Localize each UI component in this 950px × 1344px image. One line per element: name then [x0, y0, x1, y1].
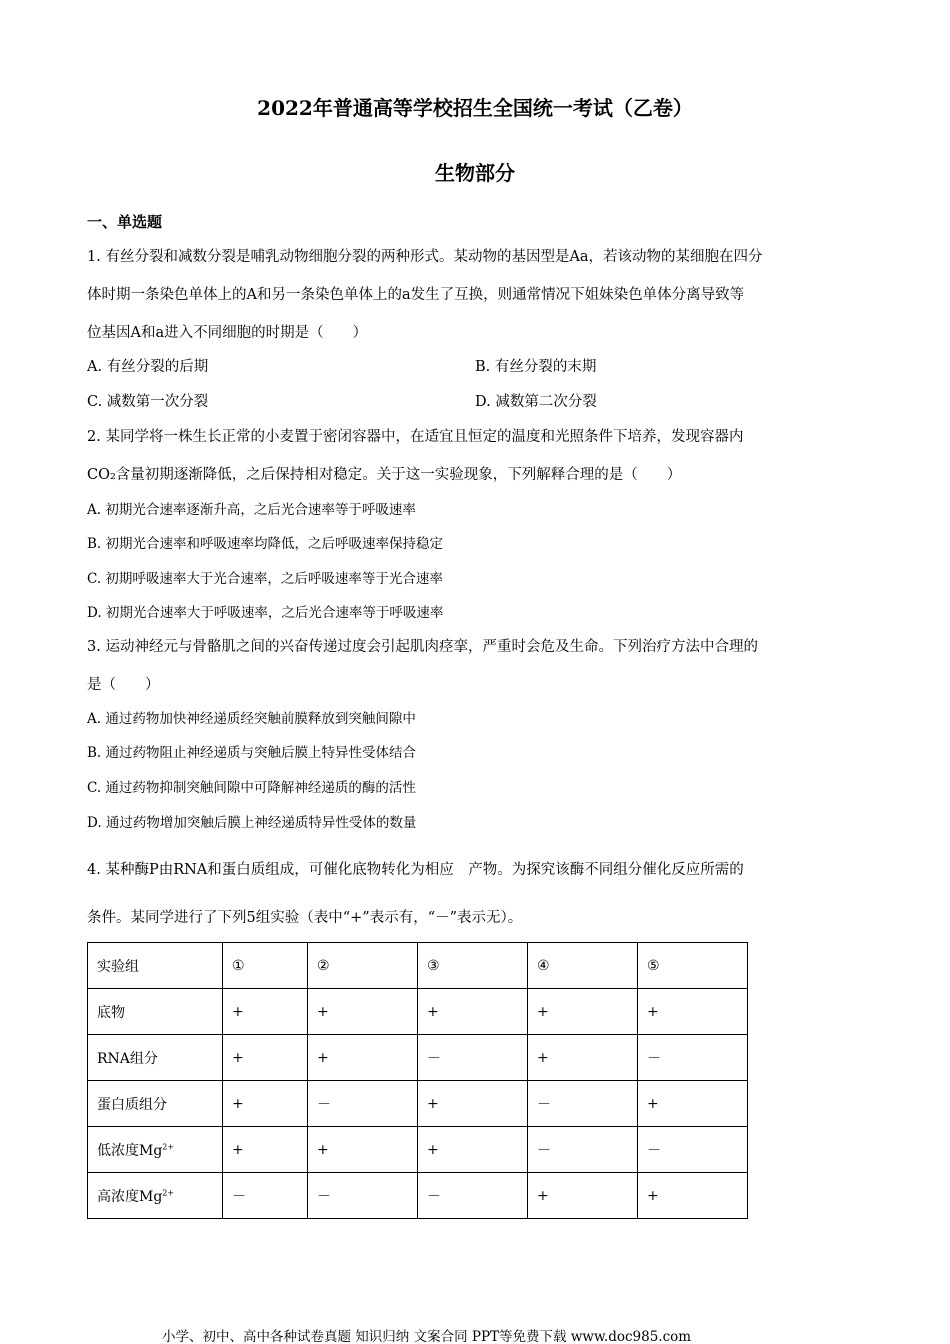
experiment-table: [87, 942, 748, 1219]
footer-text: 小学、初中、高中各种试卷真题 知识归纳 文案合同 PPT等免费下载 www.doc985.com: [162, 1329, 692, 1344]
table-row: [88, 1173, 748, 1219]
table-cell: －: [308, 1081, 418, 1127]
table-cell: －: [528, 1127, 638, 1173]
table-cell: 底物: [88, 989, 223, 1035]
table-cell: +: [223, 1081, 308, 1127]
page-title: 2022年普通高等学校招生全国统一考试（乙卷）: [257, 96, 693, 120]
table-cell: －: [418, 1035, 528, 1081]
question-3-line: 是（ ）: [87, 677, 160, 693]
question-3-option-a: A. 通过药物加快神经递质经突触前膜释放到突触间隙中: [87, 711, 416, 727]
question-1-line: 1. 有丝分裂和减数分裂是哺乳动物细胞分裂的两种形式。某动物的基因型是Aa，若该动物的某细胞在四分: [87, 249, 763, 265]
question-1-line: 位基因A和a进入不同细胞的时期是（ ）: [87, 325, 368, 341]
table-cell: +: [308, 1127, 418, 1173]
question-3-option-d: D. 通过药物增加突触后膜上神经递质特异性受体的数量: [87, 815, 417, 831]
table-row: [88, 1081, 748, 1127]
table-cell: 蛋白质组分: [88, 1081, 223, 1127]
table-cell: +: [528, 989, 638, 1035]
cell-text: 低浓度Mg: [97, 1142, 163, 1159]
table-header-cell: 实验组: [88, 943, 223, 989]
question-2-line: CO₂含量初期逐渐降低，之后保持相对稳定。关于这一实验现象，下列解释合理的是（ ）: [87, 467, 682, 483]
superscript: 2+: [162, 1141, 175, 1151]
table-cell: +: [223, 989, 308, 1035]
question-3-line: 3. 运动神经元与骨骼肌之间的兴奋传递过度会引起肌肉痉挛，严重时会危及生命。下列治疗方法中合理的: [87, 639, 758, 655]
question-1-line: 体时期一条染色单体上的A和另一条染色单体上的a发生了互换，则通常情况下姐妹染色单体分离导致等: [87, 287, 745, 303]
table-row: [88, 1035, 748, 1081]
table-cell: +: [638, 1081, 748, 1127]
table-cell: +: [308, 989, 418, 1035]
question-4-line: 4. 某种酶P由RNA和蛋白质组成，可催化底物转化为相应 产物。为探究该酶不同组分催化反应所需的: [87, 862, 744, 878]
table-cell: +: [528, 1035, 638, 1081]
table-cell: +: [223, 1035, 308, 1081]
question-1-option-a: A. 有丝分裂的后期: [87, 359, 209, 375]
table-cell: －: [638, 1127, 748, 1173]
table-cell: +: [638, 1173, 748, 1219]
table-cell: RNA组分: [88, 1035, 223, 1081]
table-header-cell: ①: [223, 943, 308, 989]
question-2-line: 2. 某同学将一株生长正常的小麦置于密闭容器中，在适宜且恒定的温度和光照条件下培养，发现容器内: [87, 429, 744, 445]
section-heading: 一、单选题: [87, 213, 163, 231]
table-header-cell: ③: [418, 943, 528, 989]
page-subtitle: 生物部分: [435, 161, 515, 185]
table-cell: －: [418, 1173, 528, 1219]
table-row: [88, 989, 748, 1035]
question-3-option-b: B. 通过药物阻止神经递质与突触后膜上特异性受体结合: [87, 745, 417, 761]
question-4-line: 条件。某同学进行了下列5组实验（表中“+”表示有，“－”表示无）。: [87, 910, 523, 926]
table-header-cell: ⑤: [638, 943, 748, 989]
table-row: [88, 1127, 748, 1173]
table-cell: +: [308, 1035, 418, 1081]
table-cell: +: [638, 989, 748, 1035]
question-1-option-c: C. 减数第一次分裂: [87, 394, 209, 410]
table-cell: +: [418, 1127, 528, 1173]
table-cell: +: [528, 1173, 638, 1219]
table-cell: +: [418, 989, 528, 1035]
superscript: 2+: [162, 1187, 175, 1197]
question-2-option-a: A. 初期光合速率逐渐升高，之后光合速率等于呼吸速率: [87, 502, 416, 518]
question-1-option-d: D. 减数第二次分裂: [475, 394, 597, 410]
question-2-option-c: C. 初期呼吸速率大于光合速率，之后呼吸速率等于光合速率: [87, 571, 443, 587]
question-1-option-b: B. 有丝分裂的末期: [475, 359, 597, 375]
table-header-cell: ④: [528, 943, 638, 989]
table-header-row: [88, 943, 748, 989]
table-cell: +: [223, 1127, 308, 1173]
question-2-option-b: B. 初期光合速率和呼吸速率均降低，之后呼吸速率保持稳定: [87, 536, 444, 552]
table-header-cell: ②: [308, 943, 418, 989]
question-2-option-d: D. 初期光合速率大于呼吸速率，之后光合速率等于呼吸速率: [87, 605, 444, 621]
question-3-option-c: C. 通过药物抑制突触间隙中可降解神经递质的酶的活性: [87, 780, 416, 796]
table-cell: [88, 1127, 223, 1173]
table-cell: [88, 1173, 223, 1219]
cell-text: 高浓度Mg: [97, 1188, 163, 1205]
table-cell: －: [223, 1173, 308, 1219]
table-cell: +: [418, 1081, 528, 1127]
table-cell: －: [308, 1173, 418, 1219]
table-cell: －: [638, 1035, 748, 1081]
table-cell: －: [528, 1081, 638, 1127]
